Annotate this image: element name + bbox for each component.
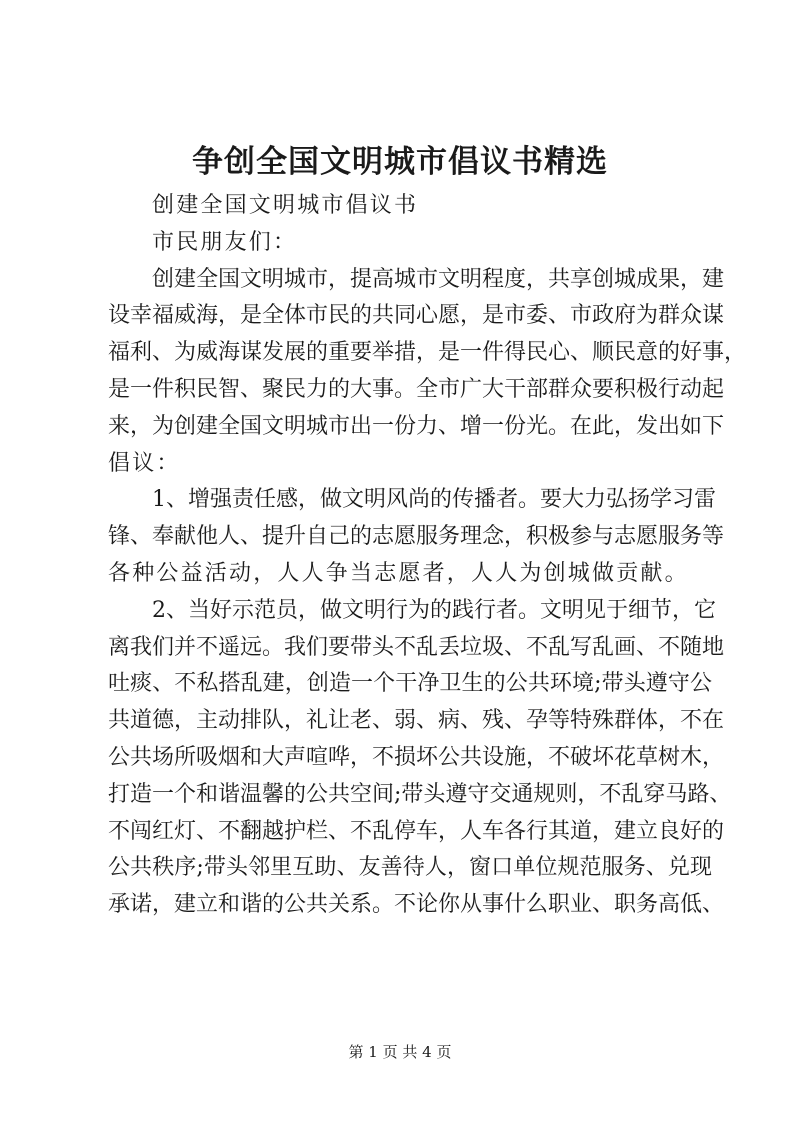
document-title: 争创全国文明城市倡议书精选 [192, 144, 608, 180]
page-footer: 第 1 页 共 4 页 [348, 1043, 452, 1061]
body-text-line: 吐痰、不私搭乱建，创造一个干净卫生的公共环境;带头遵守公 [108, 671, 712, 697]
body-text-line: 福利、为威海谋发展的重要举措，是一件得民心、顺民意的好事， [108, 340, 747, 366]
body-text-line: 离我们并不遥远。我们要带头不乱丢垃圾、不乱写乱画、不随地 [108, 634, 725, 660]
body-text-line: 1、增强责任感，做文明风尚的传播者。要大力弘扬学习雷 [152, 487, 716, 513]
body-text-line: 创建全国文明城市倡议书 [152, 193, 419, 218]
body-text-line: 不闯红灯、不翻越护栏、不乱停车，人车各行其道，建立良好的 [108, 818, 725, 844]
document-body [108, 188, 747, 924]
body-text-line: 2、当好示范员，做文明行为的践行者。文明见于细节，它 [152, 597, 716, 623]
body-text-line: 是一件积民智、聚民力的大事。全市广大干部群众要积极行动起 [108, 376, 725, 402]
body-text-line: 市民朋友们： [152, 229, 298, 255]
body-text-line: 公共场所吸烟和大声喧哗，不损坏公共设施，不破坏花草树木， [108, 744, 725, 770]
body-text-line: 倡议： [108, 450, 181, 476]
body-text-line: 公共秩序;带头邻里互助、友善待人，窗口单位规范服务、兑现 [108, 855, 712, 881]
body-text-line: 来，为创建全国文明城市出一份力、增一份光。在此，发出如下 [108, 413, 725, 439]
body-text-line: 共道德，主动排队，礼让老、弱、病、残、孕等特殊群体，不在 [108, 708, 725, 734]
body-text-line: 锋、奉献他人、提升自己的志愿服务理念，积极参与志愿服务等 [108, 524, 725, 550]
body-text-line: 各种公益活动，人人争当志愿者，人人为创城做贡献。 [108, 560, 689, 586]
body-text-line: 创建全国文明城市，提高城市文明程度，共享创城成果，建 [152, 266, 725, 292]
body-text-line: 打造一个和谐温馨的公共空间;带头遵守交通规则，不乱穿马路、 [108, 781, 732, 807]
body-text-line: 承诺，建立和谐的公共关系。不论你从事什么职业、职务高低、 [108, 892, 725, 918]
body-text-line: 设幸福威海，是全体市民的共同心愿，是市委、市政府为群众谋 [108, 303, 725, 329]
